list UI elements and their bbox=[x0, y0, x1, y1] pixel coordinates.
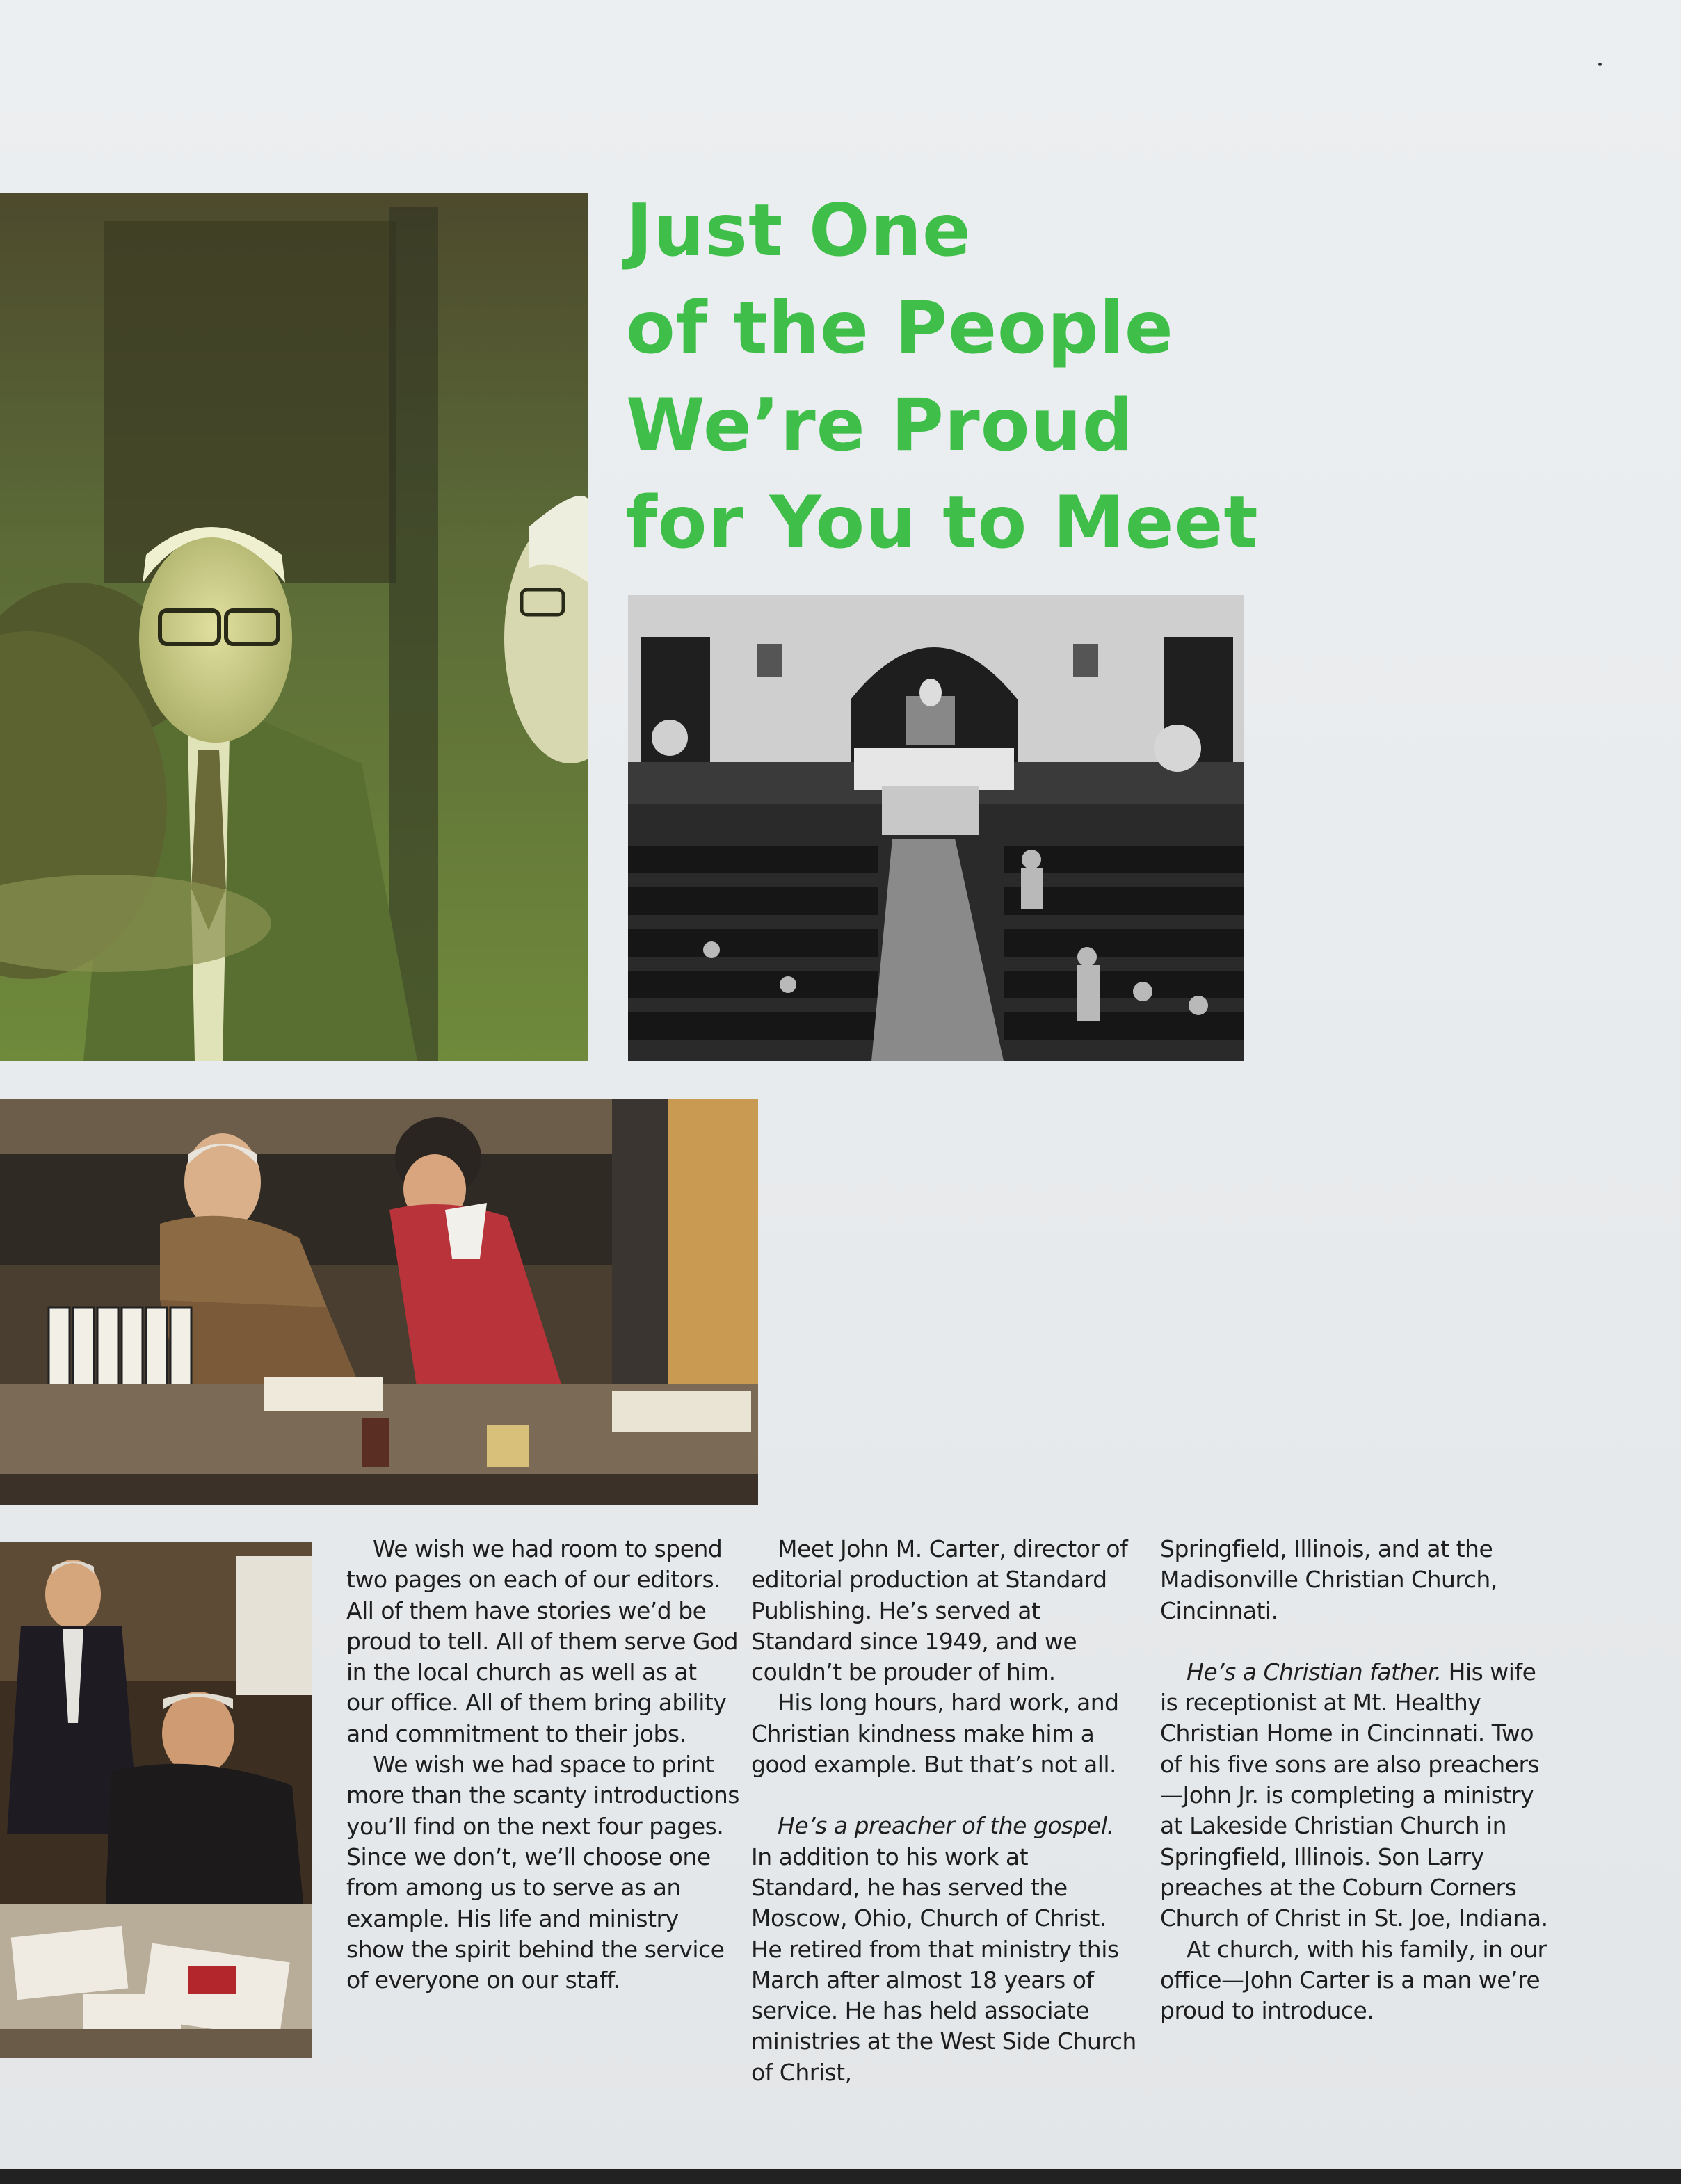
show-through-ghost bbox=[63, 63, 97, 176]
headline-line-4: for You to Meet bbox=[626, 481, 1259, 565]
paragraph: Springfield, Illinois, and at the Madisonville Christian Church, Cincinnati. bbox=[1160, 1535, 1497, 1624]
portrait-photo bbox=[0, 193, 588, 1061]
paragraph bbox=[1160, 1657, 1557, 1934]
paragraph: We wish we had space to print more than the scanty introductions you’ll find on the next four pages. Since we don’t, we’ll choose one from among us to serve as an example. His life and ministry show the spirit behind the service of everyone on our staff. bbox=[346, 1751, 739, 1994]
office-discussion-photo bbox=[0, 1542, 312, 2058]
paragraph-text: In addition to his work at Standard, he has served the Moscow, Ohio, Church of Christ. He retired from that ministry this March after almost 18 years of service. He has held associate ministries at the West Side Church of Christ, bbox=[751, 1843, 1136, 2086]
print-speck bbox=[1598, 63, 1602, 66]
italic-lead: He’s a preacher of the gospel. bbox=[778, 1812, 1114, 1840]
paragraph bbox=[751, 1811, 1141, 2088]
article-column-2 bbox=[751, 1534, 1141, 2088]
headline-line-2: of the People bbox=[626, 286, 1174, 370]
paragraph: We wish we had room to spend two pages on each of our editors. All of them have stories we’d be proud to tell. All of them serve God in the local church as well as at our office. All of them bring ability and commitment to their jobs. bbox=[346, 1535, 739, 1747]
headline-line-3: We’re Proud bbox=[626, 384, 1134, 467]
article-column-1 bbox=[346, 1534, 739, 1996]
paragraph: Meet John M. Carter, director of editorial production at Standard Publishing. He’s served at Standard since 1949, and we couldn’t be prouder of him. bbox=[751, 1535, 1128, 1686]
paragraph: His long hours, hard work, and Christian kindness make him a good example. But that’s not all. bbox=[751, 1689, 1119, 1779]
headline-line-1: Just One bbox=[626, 189, 972, 273]
headline bbox=[626, 182, 1391, 572]
church-sanctuary-photo bbox=[628, 595, 1244, 1061]
paragraph-text: His wife is receptionist at Mt. Healthy Christian Home in Cincinnati. Two of his five sons are also preachers—John Jr. is completing a ministry at Lakeside Christian Church in Springfield, Illinois. Son Larry preaches at the Coburn Corners Church of Christ in St. Joe, Indiana. bbox=[1160, 1658, 1548, 1932]
article-column-3 bbox=[1160, 1534, 1557, 2026]
paragraph: At church, with his family, in our office—John Carter is a man we’re proud to introduce. bbox=[1160, 1935, 1547, 2025]
italic-lead: He’s a Christian father. bbox=[1187, 1658, 1442, 1685]
scan-bottom-edge bbox=[0, 2169, 1681, 2184]
office-desk-photo bbox=[0, 1099, 758, 1505]
